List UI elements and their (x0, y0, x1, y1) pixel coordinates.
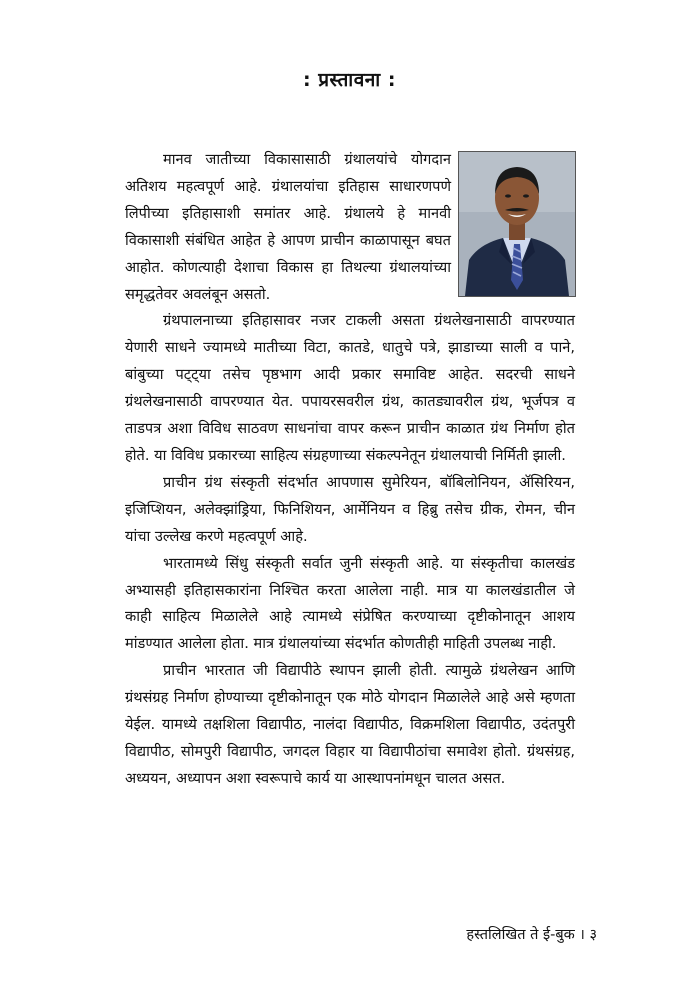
paragraph-4: भारतामध्ये सिंधु संस्कृती सर्वात जुनी संस्कृती आहे. या संस्कृतीचा कालखंड अभ्यासही इतिहासकारांना निश्चित करता आलेला नाही. मात्र या कालखंडातील जे काही साहित्य मिळालेले आहे त्यामध्ये संप्रेषित करण्याच्या दृष्टीकोनातून आशय मांडण्यात आलेला होता. मात्र ग्रंथालयांच्या संदर्भात कोणतीही माहिती उपलब्ध नाही. (125, 554, 575, 653)
paragraph-3: प्राचीन ग्रंथ संस्कृती संदर्भात आपणास सुमेरियन, बॉबिलोनियन, ॲसिरियन, इजिप्शियन, अलेक्झांड्रिया, फिनिशियन, आर्मेनियन व हिब्रु तसेच ग्रीक, रोमन, चीन यांचा उल्लेख करणे महत्वपूर्ण आहे. (125, 473, 575, 545)
paragraph-5: प्राचीन भारतात जी विद्यापीठे स्थापन झाली होती. त्यामुळे ग्रंथलेखन आणि ग्रंथसंग्रह निर्माण होण्याच्या दृष्टीकोनातून एक मोठे योगदान मिळालेले आहे असे म्हणता येईल. यामध्ये तक्षशिला विद्यापीठ, नालंदा विद्यापीठ, विक्रमशिला विद्यापीठ, उदंतपुरी विद्यापीठ, सोमपुरी विद्यापीठ, जगदल विहार या विद्यापीठांचा समावेश होतो. ग्रंथसंग्रह, अध्ययन, अध्यापन अशा स्वरूपाचे कार्य या आस्थापनांमधून चालत असत. (125, 662, 575, 787)
paragraph-1: मानव जातीच्या विकासासाठी ग्रंथालयांचे योगदान अतिशय महत्वपूर्ण आहे. ग्रंथालयांचा इतिहास साधारणपणे लिपीच्या इतिहासाशी समांतर आहे. ग्रंथालये हे मानवी विकासाशी संबंधित आहेत हे आपण प्राचीन काळापासून बघत आहोत. कोणत्याही देशाचा विकास हा तिथल्या ग्रंथालयांच्या समृद्धतेवर अवलंबून असतो. (125, 151, 451, 303)
page-title: : प्रस्तावना : (303, 69, 396, 91)
page-footer: हस्तलिखित ते ई-बुक । ३ (466, 927, 597, 943)
photo-spacer (451, 147, 575, 299)
paragraph-2: ग्रंथपालनाच्या इतिहासावर नजर टाकली असता ग्रंथलेखनासाठी वापरण्यात येणारी साधने ज्यामध्ये मातीच्या विटा, कातडे, धातुचे पत्रे, झाडाच्या साली व पाने, बांबुच्या पट्ट्या तसेच पृष्ठभाग आदी प्रकार समाविष्ट आहेत. सदरची साधने ग्रंथलेखनासाठी वापरण्यात येत. पपायरसवरील ग्रंथ, कातड्यावरील ग्रंथ, भूर्जपत्र व ताडपत्र अशा विविध साठवण साधनांचा वापर करून प्राचीन काळात ग्रंथ निर्माण होत होते. या विविध प्रकारच्या साहित्य संग्रहणाच्या संकल्पनेतून ग्रंथालयाची निर्मिती झाली. (125, 312, 575, 464)
body-text (125, 147, 575, 793)
